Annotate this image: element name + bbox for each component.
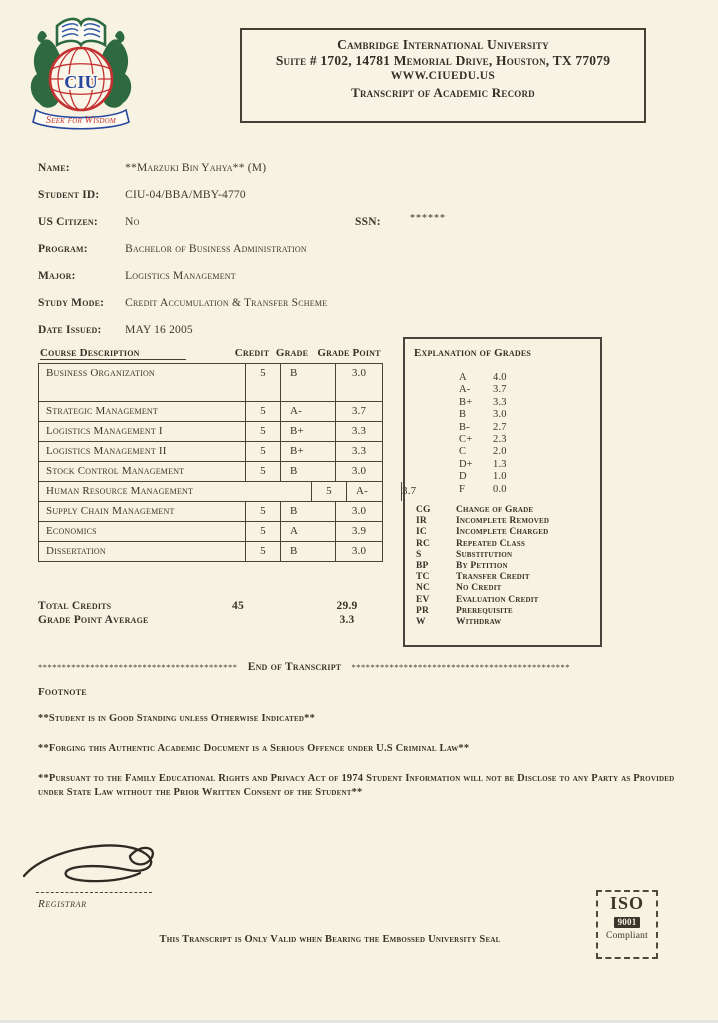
- code-meaning: Substitution: [456, 549, 513, 560]
- total-credits-row: [38, 600, 383, 614]
- course-description: Dissertation: [46, 544, 106, 557]
- course-row: [38, 501, 383, 523]
- crest-book: [57, 19, 105, 45]
- grade-scale-row: [459, 397, 592, 409]
- course-grade: B: [280, 462, 335, 482]
- logo-motto: Seek for Wisdom: [46, 115, 116, 126]
- student-info: [38, 162, 658, 351]
- course-grade-point: 3.7: [401, 482, 416, 502]
- code-abbr: IC: [416, 527, 427, 538]
- grade-code-row: [416, 505, 592, 516]
- end-stars-right: **********************************************: [351, 662, 571, 672]
- code-meaning: Incomplete Charged: [456, 527, 549, 538]
- end-of-transcript-line: [38, 657, 678, 675]
- scale-grade: C: [459, 446, 467, 458]
- course-grade-point: 3.3: [335, 442, 382, 462]
- gpa-label: Grade Point Average: [38, 614, 149, 626]
- scale-points: 1.0: [493, 471, 507, 483]
- major-label: Major:: [38, 270, 76, 282]
- code-meaning: Transfer Credit: [456, 572, 530, 583]
- scale-grade: B-: [459, 421, 470, 433]
- scale-grade: F: [459, 483, 466, 495]
- code-abbr: BP: [416, 561, 429, 572]
- grade-code-row: [416, 516, 592, 527]
- study-mode-label: Study Mode:: [38, 297, 105, 309]
- program-row: [38, 243, 658, 270]
- code-abbr: W: [416, 617, 426, 628]
- course-credit: 5: [245, 502, 280, 522]
- gpa-row: [38, 614, 383, 628]
- scale-points: 4.0: [493, 372, 507, 383]
- course-grade-point: 3.0: [335, 542, 382, 562]
- grade-scale-row: [459, 446, 592, 458]
- university-name: Cambridge International University: [337, 37, 549, 52]
- study-mode-row: [38, 297, 658, 324]
- course-row: [38, 461, 383, 483]
- scale-points: 3.7: [493, 384, 507, 396]
- course-description: Human Resource Management: [46, 484, 194, 497]
- course-credit: 5: [245, 462, 280, 482]
- grade-code-row: [416, 527, 592, 538]
- code-meaning: Evaluation Credit: [456, 594, 539, 605]
- code-abbr: TC: [416, 572, 430, 583]
- scale-points: 2.3: [493, 434, 507, 446]
- grade-explanation-box: [403, 337, 602, 647]
- grade-scale-row: [459, 434, 592, 446]
- scale-grade: D+: [459, 458, 473, 470]
- grade-code-row: [416, 550, 592, 561]
- logo-monogram: ciu: [64, 65, 98, 94]
- student-id-label: Student ID:: [38, 189, 100, 201]
- university-logo: [20, 12, 142, 138]
- name-value: **Marzuki Bin Yahya** (M): [125, 162, 267, 174]
- col-header-grade-point: Grade Point: [317, 347, 381, 359]
- ssn-value: ******: [410, 213, 446, 224]
- total-credits-value: 45: [232, 600, 244, 612]
- course-grade: A-: [280, 402, 335, 422]
- code-abbr: CG: [416, 505, 431, 516]
- grade-explanation-title: Explanation of Grades: [414, 347, 532, 359]
- grade-code-row: [416, 595, 592, 606]
- course-credit: 5: [245, 442, 280, 462]
- course-credit: 5: [245, 364, 280, 401]
- grade-code-row: [416, 606, 592, 617]
- course-grade: A-: [346, 482, 401, 502]
- course-credit: 5: [245, 522, 280, 542]
- course-row: [38, 481, 417, 503]
- totals-section: [38, 600, 383, 628]
- code-meaning: By Petition: [456, 561, 508, 572]
- course-grade: B+: [280, 422, 335, 442]
- code-abbr: RC: [416, 538, 431, 549]
- code-abbr: S: [416, 549, 422, 560]
- code-abbr: NC: [416, 583, 431, 594]
- grade-scale-row: [459, 471, 592, 483]
- course-description: Logistics Management II: [46, 444, 167, 457]
- date-issued-value: MAY 16 2005: [125, 324, 193, 336]
- code-meaning: Incomplete Removed: [456, 516, 550, 527]
- scale-points: 2.7: [493, 421, 507, 433]
- student-id-row: [38, 189, 658, 216]
- course-description: Economics: [46, 524, 97, 537]
- course-grade-point: 3.7: [335, 402, 382, 422]
- code-abbr: IR: [416, 516, 427, 527]
- course-grade-point: 3.0: [335, 502, 382, 522]
- ssn-label: SSN:: [355, 216, 381, 228]
- course-table-header: [38, 347, 380, 361]
- course-credit: 5: [245, 542, 280, 562]
- footnote-item: **Forging this Authentic Academic Document is a Serious Offence under U.S Criminal Law**: [38, 743, 470, 754]
- registrar-signature: [22, 836, 177, 894]
- major-row: [38, 270, 658, 297]
- code-abbr: PR: [416, 605, 430, 616]
- end-stars-left: ******************************************: [38, 662, 238, 672]
- course-row: [38, 401, 383, 423]
- course-grade-point: 3.0: [335, 364, 382, 401]
- date-issued-label: Date Issued:: [38, 324, 102, 336]
- scan-edge: [0, 1009, 718, 1023]
- program-label: Program:: [38, 243, 88, 255]
- course-description: Strategic Management: [46, 404, 158, 417]
- course-grade: A: [280, 522, 335, 542]
- student-id-value: CIU-04/BBA/MBY-4770: [125, 189, 246, 201]
- iso-text: ISO: [609, 893, 645, 913]
- course-row: [38, 421, 383, 443]
- course-table: [38, 363, 417, 562]
- course-credit: 5: [245, 402, 280, 422]
- major-value: Logistics Management: [125, 270, 236, 282]
- grade-scale-row: [459, 484, 592, 496]
- course-row: [38, 441, 383, 463]
- scale-grade: A: [459, 372, 467, 383]
- code-meaning: No Credit: [456, 583, 502, 594]
- code-meaning: Change of Grade: [456, 505, 534, 516]
- course-grade: B: [280, 542, 335, 562]
- course-description: Business Organization: [46, 367, 155, 379]
- grade-code-row: [416, 572, 592, 583]
- course-description: Stock Control Management: [46, 464, 185, 477]
- course-grade-point: 3.3: [335, 422, 382, 442]
- course-grade: B: [280, 502, 335, 522]
- scale-grade: A-: [459, 384, 471, 396]
- signature-line: [36, 892, 152, 893]
- iso-number-badge: 9001: [614, 917, 641, 928]
- grade-codes-list: [416, 505, 592, 628]
- course-grade: B+: [280, 442, 335, 462]
- code-abbr: EV: [416, 594, 430, 605]
- code-meaning: Repeated Class: [456, 538, 525, 549]
- grade-scale-row: [459, 422, 592, 434]
- name-label: Name:: [38, 162, 70, 174]
- program-value: Bachelor of Business Administration: [125, 243, 307, 255]
- course-description: Logistics Management I: [46, 424, 163, 437]
- course-grade: B: [280, 364, 335, 401]
- seal-notice: This Transcript is Only Valid when Bearing the Embossed University Seal: [159, 934, 501, 945]
- course-row: [38, 541, 383, 563]
- scale-points: 0.0: [493, 483, 507, 495]
- grade-scale-row: [459, 409, 592, 421]
- scale-points: 3.3: [493, 396, 507, 408]
- course-row: [38, 521, 383, 543]
- student-name-row: [38, 162, 658, 189]
- total-quality-points-value: 29.9: [336, 600, 358, 612]
- course-grade-point: 3.0: [335, 462, 382, 482]
- citizen-value: No: [125, 216, 140, 228]
- col-header-credit: Credit: [234, 347, 270, 359]
- university-website: WWW.CIUEDU.US: [390, 70, 496, 82]
- code-meaning: Withdraw: [456, 617, 502, 628]
- grade-code-row: [416, 617, 592, 628]
- course-description: Supply Chain Management: [46, 504, 175, 517]
- total-credits-label: Total Credits: [38, 600, 112, 612]
- scale-grade: C+: [459, 434, 473, 446]
- scale-points: 1.3: [493, 458, 507, 470]
- citizen-label: US Citizen:: [38, 216, 98, 228]
- grade-code-row: [416, 539, 592, 550]
- document-title: Transcript of Academic Record: [351, 85, 535, 100]
- scale-grade: B: [459, 409, 467, 421]
- col-header-grade: Grade: [275, 347, 309, 359]
- course-credit: 5: [245, 422, 280, 442]
- scale-points: 2.0: [493, 446, 507, 458]
- scale-grade: D: [459, 471, 467, 483]
- course-grade-point: 3.9: [335, 522, 382, 542]
- grade-scale-row: [459, 459, 592, 471]
- iso-compliant-text: Compliant: [606, 931, 648, 941]
- citizen-row: [38, 213, 658, 243]
- code-meaning: Prerequisite: [456, 605, 513, 616]
- university-address: Suite # 1702, 14781 Memorial Drive, Houston, TX 77079: [275, 53, 611, 68]
- grade-code-row: [416, 583, 592, 594]
- registrar-label: Registrar: [38, 898, 87, 910]
- header-box: [240, 28, 646, 123]
- end-of-transcript-label: End of Transcript: [247, 661, 342, 673]
- study-mode-value: Credit Accumulation & Transfer Scheme: [125, 297, 328, 309]
- iso-stamp: [596, 890, 658, 959]
- course-row: [38, 363, 383, 402]
- scale-grade: B+: [459, 396, 473, 408]
- grade-scale-list: [459, 372, 592, 496]
- course-credit: 5: [311, 482, 346, 502]
- gpa-value: 3.3: [339, 614, 355, 626]
- grade-scale-row: [459, 372, 592, 384]
- footnote-title: Footnote: [38, 686, 87, 698]
- footnote-list: [38, 712, 698, 816]
- scale-points: 3.0: [493, 409, 507, 421]
- grade-scale-row: [459, 384, 592, 396]
- col-header-description: Course Description: [40, 347, 186, 360]
- footnote-item: **Pursuant to the Family Educational Rights and Privacy Act of 1974 Student Information will not be Disclose to any Party as Provided under State Law without the Prior Written Consent of the Student**: [38, 773, 675, 798]
- footnote-item: **Student is in Good Standing unless Otherwise Indicated**: [38, 713, 316, 724]
- grade-code-row: [416, 561, 592, 572]
